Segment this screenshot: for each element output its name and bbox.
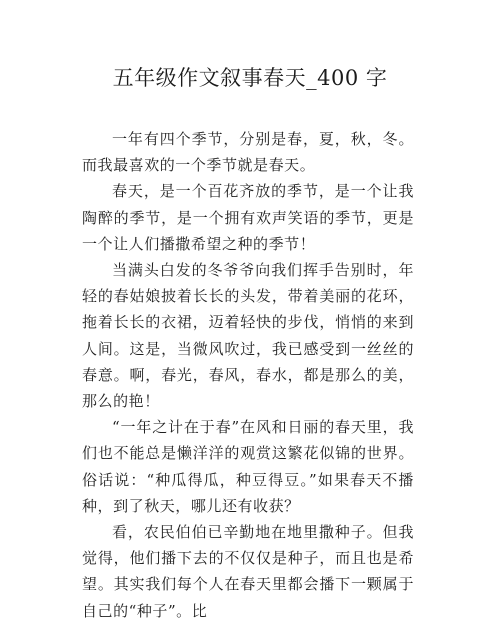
- paragraph-2: 春天，是一个百花齐放的季节，是一个让我陶醉的季节，是一个拥有欢声笑语的季节，更是一个让人们播撒希望之种的季节！: [82, 182, 414, 253]
- document-body: [82, 126, 414, 624]
- paragraph-3: 当满头白发的冬爷爷向我们挥手告别时，年轻的春姑娘披着长长的头发，带着美丽的花环，拖着长长的衣裙，迈着轻快的步伐，悄悄的来到人间。这是，当微风吹过，我已感受到一丝丝的春意。啊，春光，春风，春水，都是那么的美，那么的艳！: [82, 261, 414, 411]
- paragraph-1: 一年有四个季节，分别是春，夏，秋，冬。而我最喜欢的一个季节就是春天。: [82, 130, 414, 175]
- document-title: 五年级作文叙事春天_400 字: [112, 66, 388, 90]
- paragraph-5: 看，农民伯伯已辛勤地在地里撒种子。但我觉得，他们播下去的不仅仅是种子，而且也是希望。其实我们每个人在春天里都会播下一颗属于自己的“种子”。比: [82, 523, 414, 620]
- paragraph-4: “一年之计在于春”在风和日丽的春天里，我们也不能总是懒洋洋的观赏这繁花似锦的世界。俗话说：“种瓜得瓜，种豆得豆。”如果春天不播种，到了秋天，哪儿还有收获？: [82, 418, 414, 515]
